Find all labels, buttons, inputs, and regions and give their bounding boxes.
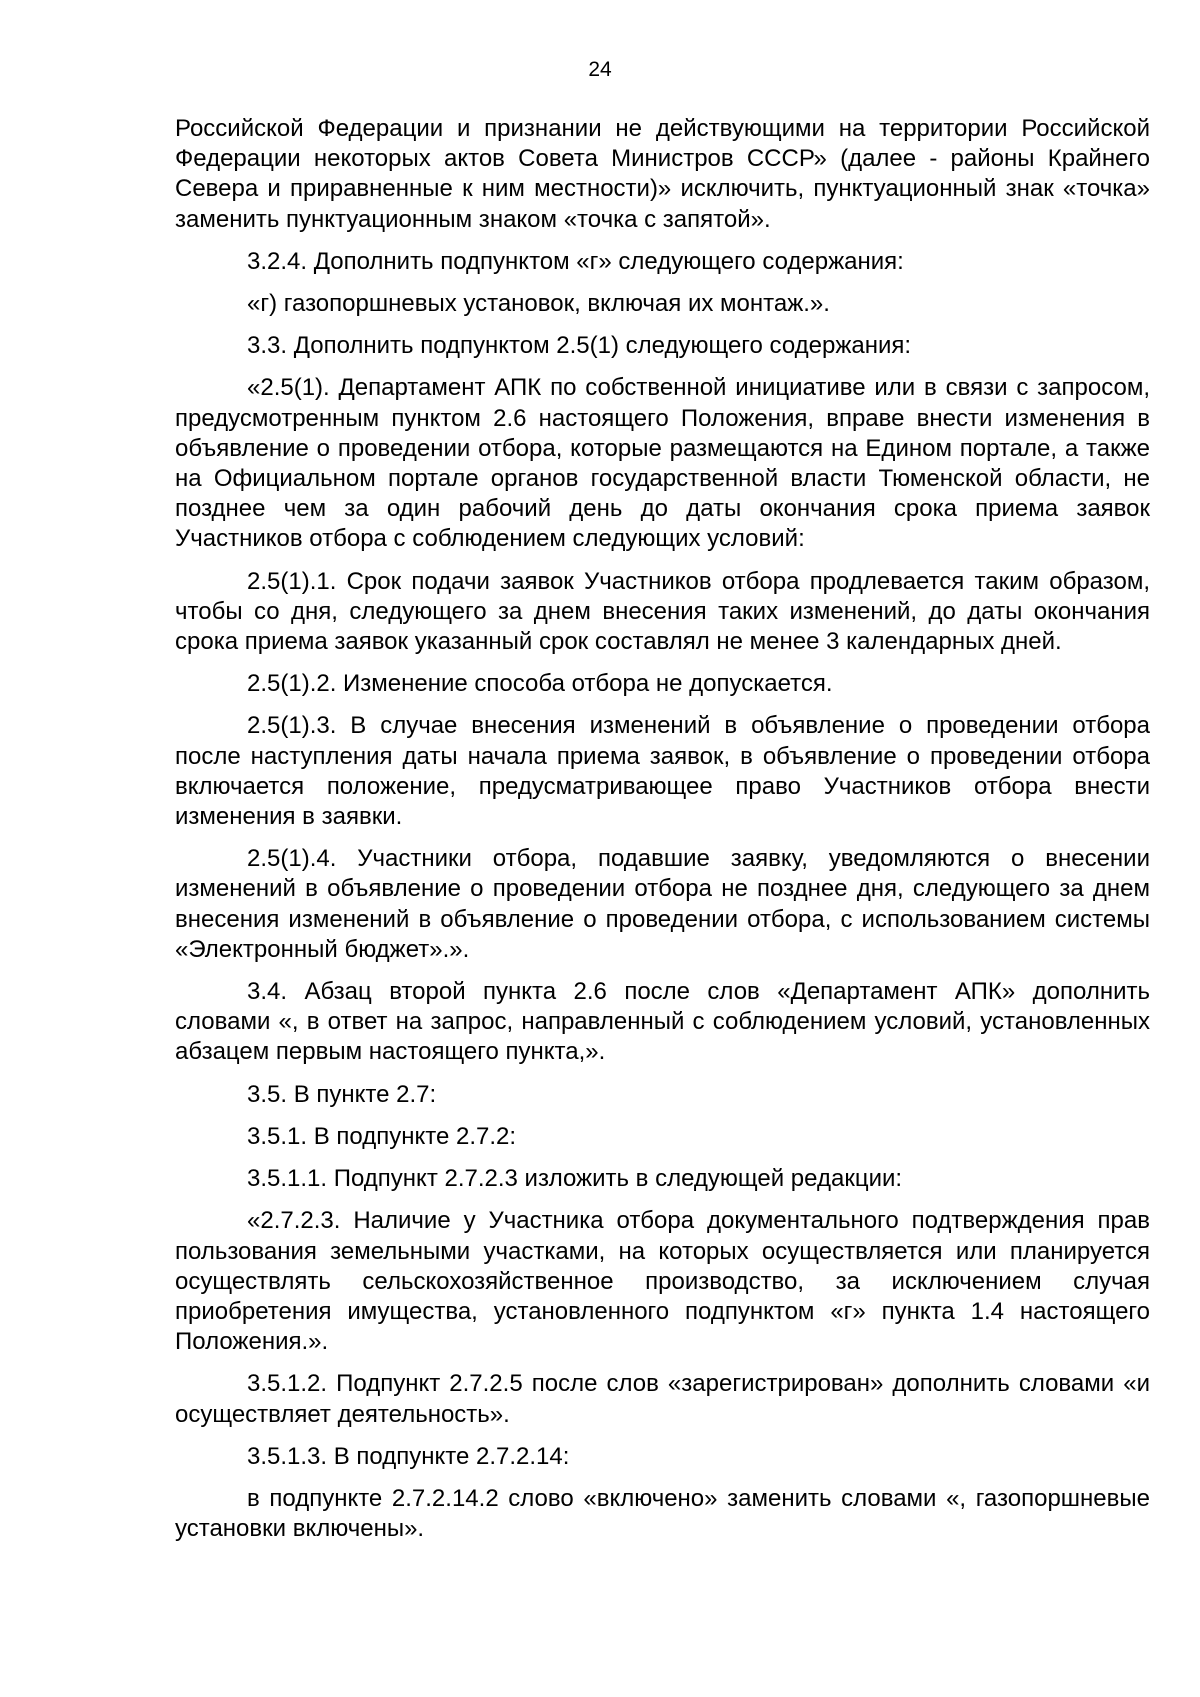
paragraph-2-5-1-3: 2.5(1).3. В случае внесения изменений в объявление о проведении отбора после наступления даты начала приема заявок, в объявление о проведении отбора включается положение, предусматривающее право Участников отбора внести изменения в заявки. — [175, 712, 1150, 831]
paragraph-3-5-1-2: 3.5.1.2. Подпункт 2.7.2.5 после слов «зарегистрирован» дополнить словами «и осуществляет деятельность». — [175, 1370, 1150, 1428]
paragraph-2-5-1-1: 2.5(1).1. Срок подачи заявок Участников отбора продлевается таким образом, чтобы со дня, следующего за днем внесения таких изменений, до даты окончания срока приема заявок указанный срок составлял не менее 3 календарных дней. — [175, 567, 1150, 656]
paragraph-continuation: Российской Федерации и признании не действующими на территории Российской Федерации некоторых актов Совета Министров СССР» (далее - районы Крайнего Севера и приравненные к ним местности)» исключить, пунктуационный знак «точка» заменить пунктуационным знаком «точка с запятой». — [175, 115, 1150, 233]
document-body — [175, 114, 1150, 1556]
paragraph-subitem-g: «г) газопоршневых установок, включая их монтаж.». — [247, 290, 830, 318]
paragraph-3-4: 3.4. Абзац второй пункта 2.6 после слов «Департамент АПК» дополнить словами «, в ответ на запрос, направленный с соблюдением условий, установленных абзацем первым настоящего пункта,». — [175, 978, 1150, 1066]
paragraph-3-2-4: 3.2.4. Дополнить подпунктом «г» следующего содержания: — [247, 247, 904, 275]
paragraph-3-5-1: 3.5.1. В подпункте 2.7.2: — [247, 1122, 517, 1150]
paragraph-2-5-1: «2.5(1). Департамент АПК по собственной инициативе или в связи с запросом, предусмотренным пунктом 2.6 настоящего Положения, вправе внести изменения в объявление о проведении отбора, которые размещаются на Едином портале, а также на Официальном портале органов государственной власти Тюменской области, не позднее чем за один рабочий день до даты окончания срока приема заявок Участников отбора с соблюдением следующих условий: — [175, 374, 1150, 553]
page-number: 24 — [588, 58, 612, 81]
paragraph-3-3: 3.3. Дополнить подпунктом 2.5(1) следующего содержания: — [247, 332, 912, 360]
paragraph-2-5-1-4: 2.5(1).4. Участники отбора, подавшие заявку, уведомляются о внесении изменений в объявление о проведении отбора не позднее дня, следующего за днем внесения изменений в объявление о проведении отбора, с использованием системы «Электронный бюджет».». — [175, 845, 1150, 963]
paragraph-3-5-1-1: 3.5.1.1. Подпункт 2.7.2.3 изложить в следующей редакции: — [247, 1165, 903, 1193]
paragraph-2-5-1-2: 2.5(1).2. Изменение способа отбора не допускается. — [247, 670, 833, 698]
paragraph-2-7-2-14-2: в подпункте 2.7.2.14.2 слово «включено» заменить словами «, газопоршневые установки включены». — [175, 1484, 1150, 1543]
paragraph-3-5: 3.5. В пункте 2.7: — [247, 1080, 437, 1108]
paragraph-3-5-1-3: 3.5.1.3. В подпункте 2.7.2.14: — [247, 1442, 570, 1470]
paragraph-2-7-2-3: «2.7.2.3. Наличие у Участника отбора документального подтверждения прав пользования земельными участками, на которых осуществляется или планируется осуществлять сельскохозяйственное производство, за исключением случая приобретения имущества, установленного подпунктом «г» пункта 1.4 настоящего Положения.». — [175, 1207, 1150, 1356]
